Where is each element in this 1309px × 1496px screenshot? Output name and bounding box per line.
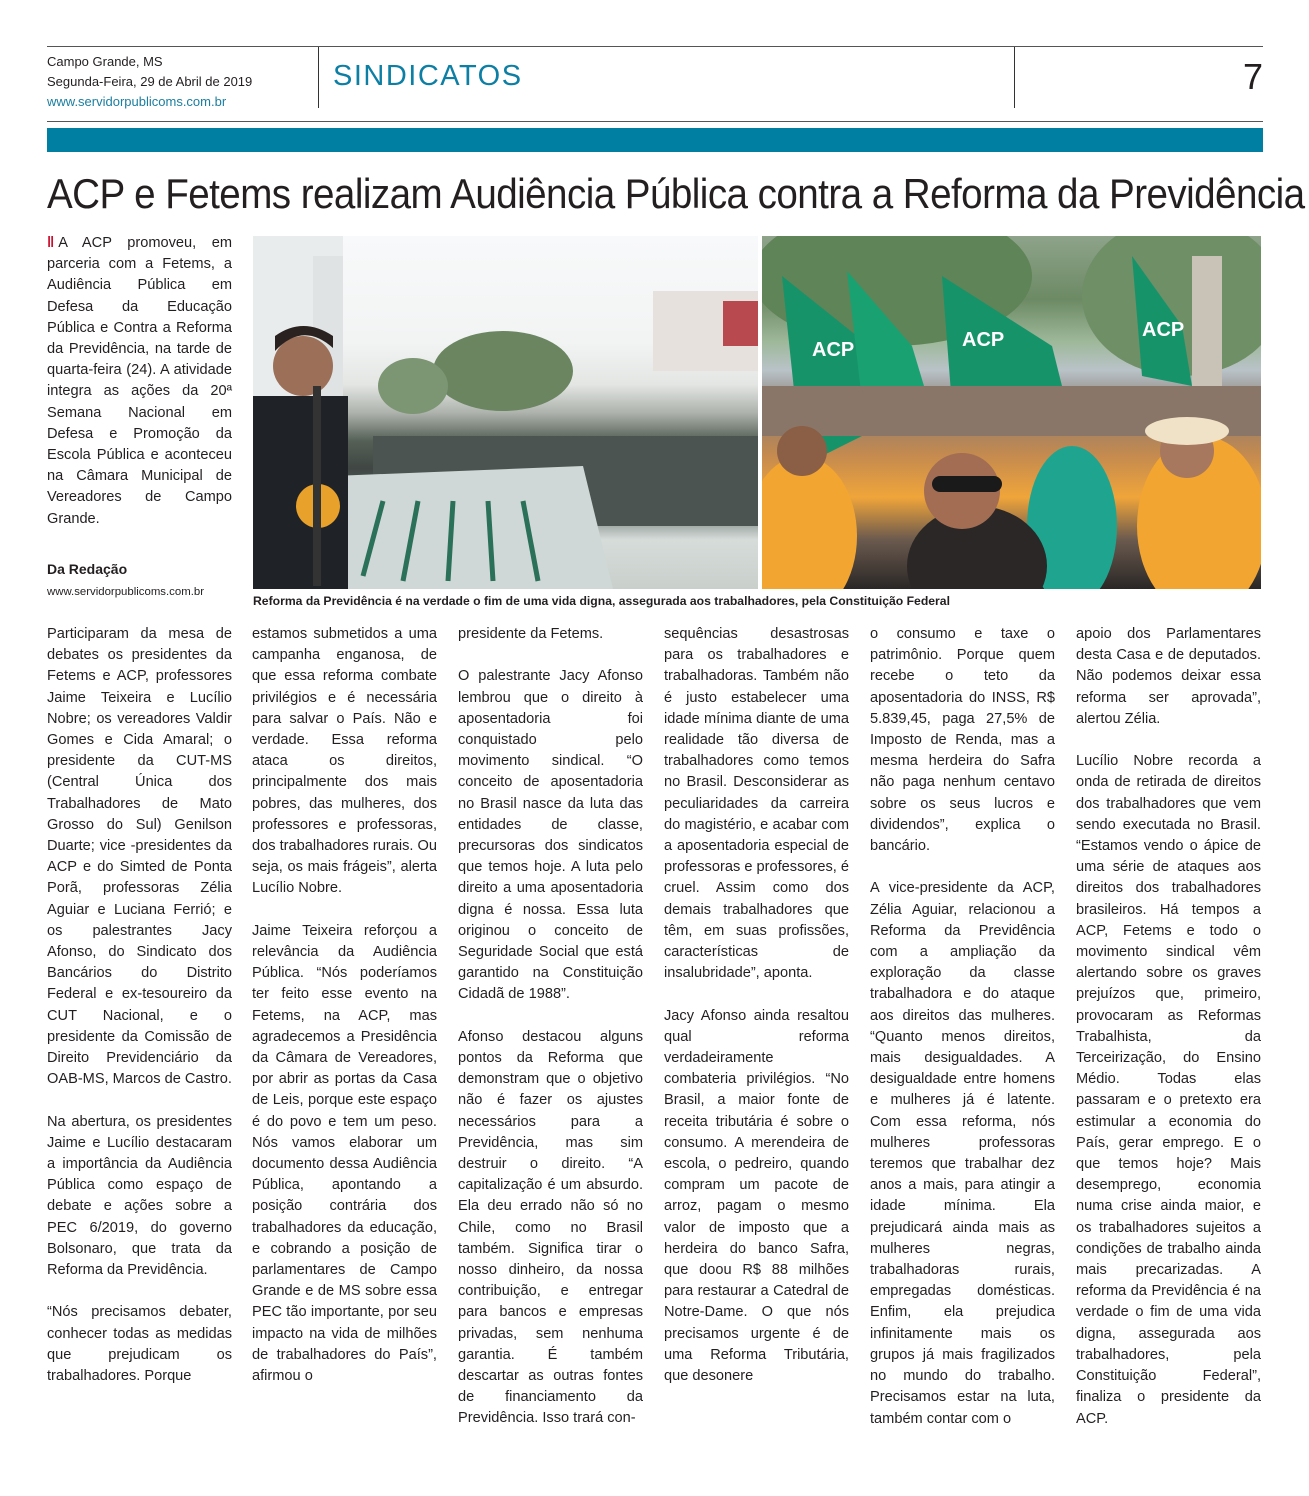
photo-speaker-crowd: [253, 236, 758, 589]
section-color-band: [47, 128, 1263, 152]
paragraph: o consumo e taxe o patrimônio. Porque quem recebe o teto da aposentadoria do INSS, R$ 5.839,45, paga 27,5% de Imposto de Renda, mas a mesma herdeira do Safra não paga nenhum centavo sobre os seus lucros e dividendos”, explica o bancário.: [870, 626, 1055, 855]
paragraph: sequências desastrosas para os trabalhadores e trabalhadoras. Também não é justo estabelecer uma idade mínima diante de uma realidade tão diversa de trabalhadores como temos no Brasil. Desconsiderar as peculiaridades da carreira do magistério, e acabar com a aposentadoria especial de professoras e professores, é cruel. Assim como dos demais trabalhadores que têm, em suas profissões, características de insalubridade”, aponta.: [664, 626, 849, 982]
paragraph: Jaime Teixeira reforçou a relevância da Audiência Pública. “Nós poderíamos ter feito esse evento na Fetems, na ACP, mas agradecemos a Presidência da Câmara de Vereadores, por abrir as portas da Casa de Leis, porque este espaço é do povo e tem um peso. Nós vamos elaborar um documento dessa Audiência Pública, apontando a posição contrária dos trabalhadores da educação, e cobrando a posição de parlamentares de Campo Grande e de MS sobre essa PEC tão importante, por seu impacto na vida de milhões de trabalhadores do País”, afirmou o: [252, 922, 437, 1385]
paragraph: “Nós precisamos debater, conhecer todas as medidas que prejudicam os trabalhadores. Porque: [47, 1304, 232, 1385]
paragraph: Participaram da mesa de debates os presidentes da Fetems e ACP, professores Jaime Teixeira e Lucílio Nobre; os vereadores Valdir Gomes e Cida Amaral; o presidente da CUT-MS (Central Única dos Trabalhadores de Mato Grosso do Sul) Genilson Duarte; vice -presidentes da ACP e do Simted de Ponta Porã, professoras Zélia Aguiar e Luciana Ferrió; e os palestrantes Jacy Afonso, do Sindicato dos Bancários do Distrito Federal e ex-tesoureiro da CUT Nacional, e o presidente da Comissão de Direito Previdenciário da OAB-MS, Marcos de Castro.: [47, 626, 232, 1088]
paragraph: presidente da Fetems.: [458, 626, 604, 642]
header-bottom-rule: [47, 121, 1263, 122]
lede-mark-icon: ‖: [47, 235, 55, 251]
byline: Da Redação: [47, 561, 128, 577]
paragraph: O palestrante Jacy Afonso lembrou que o direito à aposentadoria foi conquistado pelo movimento sindical. “O conceito de aposentadoria no Brasil nasce da luta das entidades de classe, precursoras dos sindicatos que temos hoje. A luta pelo direito a uma aposentadoria digna é nossa. Essa luta originou o conceito de Seguridade Social que está garantido na Constituição Cidadã de 1988”.: [458, 668, 643, 1003]
paragraph: Na abertura, os presidentes Jaime e Lucílio destacaram a importância da Audiência Pública como espaço de debate e ações sobre a PEC 6/2019, do governo Bolsonaro, que trata da Reforma da Previdência.: [47, 1113, 232, 1279]
page-number: 7: [1242, 56, 1263, 97]
header-top-rule: [47, 46, 1263, 47]
header-website[interactable]: www.servidorpublicoms.com.br: [47, 94, 227, 109]
article-column-3: [458, 624, 643, 1430]
header-divider: [1014, 47, 1015, 108]
photo-caption: Reforma da Previdência é na verdade o fim de uma vida digna, assegurada aos trabalhadores, pela Constituição Federal: [253, 594, 950, 608]
paragraph: Afonso destacou alguns pontos da Reforma que demonstram que o objetivo não é fazer os ajustes necessários para a Previdência, mas sim destruir o direito. “A capitalização é um absurdo. Ela deu errado não só no Chile, como no Brasil também. Significa tirar o nosso dinheiro, da nossa contribuição, e entregar para bancos e empresas privadas, sem nenhuma garantia. É também descartar as outras fontes de financiamento da Previdência. Isso trará con-: [458, 1028, 643, 1427]
article-column-4: [664, 624, 849, 1387]
paragraph: Jacy Afonso ainda resaltou qual reforma verdadeiramente combateria privilégios. “No Brasil, a maior fonte de receita tributária é sobre o consumo. A merendeira de escola, o pedreiro, quando compram um pacote de arroz, pagam o mesmo valor de imposto que a herdeira do banco Safra, que doou R$ 88 milhões para restaurar a Catedral de Notre-Dame. O que nós precisamos urgente é de uma Reforma Tributária, que desonere: [664, 1007, 849, 1385]
header-date: Segunda-Feira, 29 de Abril de 2019: [47, 74, 253, 89]
paragraph: A vice-presidente da ACP, Zélia Aguiar, relacionou a Reforma da Previdência com a ampliação da exploração da classe trabalhadora e do ataque aos direitos das mulheres. “Quanto menos direitos, mais desigualdades. A desigualdade entre homens e mulheres já é latente. Com essa reforma, nós mulheres professoras teremos que trabalhar dez anos a mais, para atingir a idade mínima. Ela prejudicará ainda mais as mulheres negras, trabalhadoras rurais, empregadas domésticas. Enfim, ela prejudica infinitamente mais os grupos já mais fragilizados no mundo do trabalho. Precisamos estar na luta, também contar com o: [870, 880, 1055, 1427]
article-headline: ACP e Fetems realizam Audiência Pública contra a Reforma da Previdência: [47, 170, 1305, 217]
photo-march-flags-art: [762, 236, 1261, 589]
byline-url[interactable]: www.servidorpublicoms.com.br: [47, 586, 204, 598]
article-column-5: [870, 624, 1055, 1430]
paragraph: apoio dos Parlamentares desta Casa e de deputados. Não podemos deixar essa reforma ser aprovada”, alertou Zélia.: [1076, 626, 1261, 727]
paragraph: Lucílio Nobre recorda a onda de retirada de direitos dos trabalhadores que vem sendo executada no Brasil. “Estamos vendo o ápice de uma série de ataques aos direitos dos trabalhadores brasileiros. Há tempos a ACP, Fetems e todo o movimento sindical vêm alertando sobre os graves prejuízos que, primeiro, provocaram as Reformas Trabalhista, da Terceirização, do Ensino Médio. Todas elas passaram e o pretexto era estimular a economia do País, gerar emprego. E o que temos hoje? Mais desemprego, economia numa crise ainda maior, e os trabalhadores sujeitos a condições de trabalho ainda mais precarizadas. A reforma da Previdência é na verdade o fim de uma vida digna, assegurada aos trabalhadores, pela Constituição Federal”, finaliza o presidente da ACP.: [1076, 753, 1261, 1427]
photo-march-flags: [762, 236, 1261, 589]
article-column-1: [47, 624, 232, 1387]
flag-text: ACP: [1142, 319, 1185, 341]
header-divider: [318, 47, 319, 108]
paragraph: estamos submetidos a uma campanha enganosa, de que essa reforma combate privilégios e é necessária para salvar o País. Não e verdade. Essa reforma ataca os direitos, principalmente dos mais pobres, das mulheres, dos professores e professoras, dos trabalhadores rurais. Ou seja, os mais frágeis”, alerta Lucílio Nobre.: [252, 626, 437, 897]
article-column-6: [1076, 624, 1261, 1430]
photo-speaker-crowd-art: [253, 236, 758, 589]
flag-text: ACP: [812, 339, 855, 361]
article-column-2: [252, 624, 437, 1387]
header-meta: [47, 52, 252, 112]
header-location: Campo Grande, MS: [47, 54, 163, 69]
article-lede: [47, 233, 232, 530]
flag-text: ACP: [962, 329, 1005, 351]
section-title: SINDICATOS: [333, 60, 523, 92]
lede-text: A ACP promoveu, em parceria com a Fetems, a Audiência Pública em Defesa da Educação Pública e Contra a Reforma da Previdência, na tarde de quarta-feira (24). A atividade integra as ações da 20ª Semana Nacional em Defesa e Promoção da Escola Pública e aconteceu na Câmara Municipal de Vereadores de Campo Grande.: [47, 235, 232, 527]
